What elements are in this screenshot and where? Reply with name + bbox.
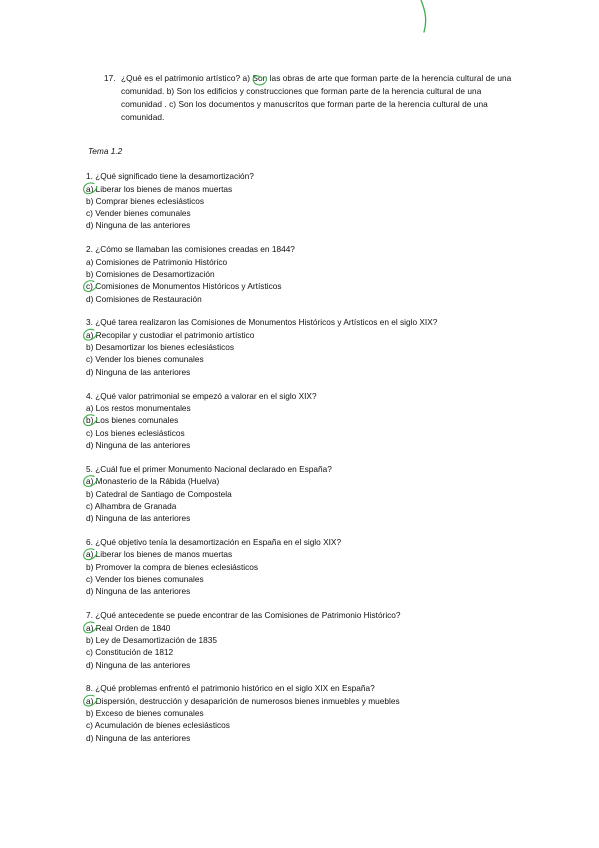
question-block	[86, 316, 526, 378]
question-title: 7. ¿Qué antecedente se puede encontrar de las Comisiones de Patrimonio Histórico?	[86, 610, 401, 621]
answer-option: a) Los restos monumentales	[86, 403, 191, 414]
pen-stroke-top	[421, 0, 426, 32]
question-title: 3. ¿Qué tarea realizaron las Comisiones de Monumentos Históricos y Artísticos en el siglo XIX?	[86, 317, 438, 328]
question-list	[86, 170, 526, 756]
answer-option: a) Dispersión, destrucción y desaparición de numerosos bienes inmuebles y muebles	[86, 695, 400, 706]
answer-option: b) Ley de Desamortización de 1835	[86, 634, 217, 645]
answer-option: b) Los bienes comunales	[86, 415, 179, 426]
question-title: 4. ¿Qué valor patrimonial se empezó a valorar en el siglo XIX?	[86, 390, 317, 401]
answer-option: a) Recopilar y custodiar el patrimonio artístico	[86, 329, 255, 340]
answer-option: b) Promover la compra de bienes eclesiásticos	[86, 561, 259, 572]
question-17	[104, 72, 518, 124]
answer-option: c) Los bienes eclesiásticos	[86, 427, 185, 438]
question-title: 1. ¿Qué significado tiene la desamortización?	[86, 171, 254, 181]
answer-option: a) Comisiones de Patrimonio Histórico	[86, 256, 228, 267]
answer-option: d) Ninguna de las anteriores	[86, 439, 191, 450]
question-title: 2. ¿Cómo se llamaban las comisiones creadas en 1844?	[86, 244, 295, 255]
answer-option: b) Comprar bienes eclesiásticos	[86, 195, 205, 206]
answer-option: d) Ninguna de las anteriores	[86, 366, 191, 377]
question-block	[86, 682, 526, 744]
question-title: 5. ¿Cuál fue el primer Monumento Nacional declarado en España?	[86, 463, 332, 474]
answer-option: a) Real Orden de 1840	[86, 622, 171, 633]
answer-option: b) Comisiones de Desamortización	[86, 268, 215, 279]
section-title: Tema 1.2	[88, 146, 123, 156]
question-block	[86, 463, 526, 525]
question-17-number: 17.	[104, 73, 116, 83]
answer-option: a) Monasterio de la Rábida (Huelva)	[86, 476, 220, 487]
answer-option: c) Comisiones de Monumentos Históricos y Artísticos	[86, 281, 282, 292]
question-block	[86, 170, 526, 232]
question-17-text: ¿Qué es el patrimonio artístico? a) Son las obras de arte que forman parte de la herencia cultural de una comunidad. b) Son los edificios y construcciones que forman parte de la herencia cultural de una comunidad . c) Son los documentos y manuscritos que forman parte de la herencia cultural de una comunidad.	[121, 73, 512, 122]
answer-option: c) Vender los bienes comunales	[86, 574, 204, 585]
answer-option: a) Liberar los bienes de manos muertas	[86, 183, 233, 194]
question-title: 8. ¿Qué problemas enfrentó el patrimonio histórico en el siglo XIX en España?	[86, 683, 375, 694]
answer-option: c) Vender los bienes comunales	[86, 354, 204, 365]
answer-option: b) Desamortizar los bienes eclesiásticos	[86, 342, 235, 353]
answer-option: c) Acumulación de bienes eclesiásticos	[86, 720, 230, 731]
answer-option: a) Liberar los bienes de manos muertas	[86, 549, 233, 560]
answer-option: d) Comisiones de Restauración	[86, 293, 202, 304]
answer-option: c) Vender bienes comunales	[86, 208, 191, 219]
answer-option: c) Alhambra de Granada	[86, 500, 177, 511]
answer-option: d) Ninguna de las anteriores	[86, 659, 191, 670]
answer-option: d) Ninguna de las anteriores	[86, 586, 191, 597]
answer-option: b) Catedral de Santiago de Compostela	[86, 488, 232, 499]
question-block	[86, 243, 526, 305]
question-title: 6. ¿Qué objetivo tenía la desamortización en España en el siglo XIX?	[86, 536, 342, 547]
answer-option: d) Ninguna de las anteriores	[86, 732, 191, 743]
answer-option: b) Exceso de bienes comunales	[86, 708, 204, 719]
answer-option: c) Constitución de 1812	[86, 647, 174, 658]
question-block	[86, 390, 526, 452]
answer-option: d) Ninguna de las anteriores	[86, 513, 191, 524]
question-block	[86, 536, 526, 598]
question-block	[86, 609, 526, 671]
answer-option: d) Ninguna de las anteriores	[86, 220, 191, 231]
